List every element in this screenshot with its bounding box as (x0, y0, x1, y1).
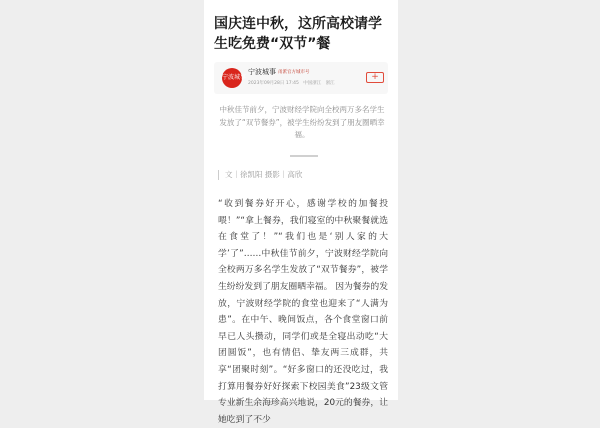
account-card[interactable] (214, 62, 388, 94)
follow-button[interactable]: + (366, 72, 384, 83)
summary-divider (290, 155, 318, 157)
publish-date: 2023年09月28日 17:45 (248, 81, 299, 86)
publish-region: 浙江 (325, 81, 335, 86)
account-name[interactable]: 宁波城事 (248, 68, 276, 76)
article-byline: 文｜徐凯阳 摄影｜高欣 (218, 170, 302, 180)
account-avatar[interactable]: 宁波城事 (222, 68, 242, 88)
publish-location: 中国浙江 (303, 81, 322, 86)
account-badge: 甬派官方城市号 (278, 70, 310, 75)
article-summary: 中秋佳节前夕，宁波财经学院向全校两万多名学生发放了“双节餐券”，被学生纷纷发到了朋友圈晒幸福。 (219, 105, 385, 139)
article-page (204, 0, 398, 425)
article-body: “收到餐券好开心，感谢学校的加餐投喂！”“拿上餐券，我们寝室的中秋聚餐就选在食堂了！”“我们也是‘别人家的大学’了”……中秋佳节前夕，宁波财经学院向全校两万多名学生发放了“双节餐券”，被学生纷纷发到了朋友圈晒幸福。 因为餐券的发放，宁波财经学院的食堂也迎来了“人满为患”。在中午、晚间饭点，各个食堂窗口前早已人头攒动，同学们或是全寝出动吃“大团圆饭”，也有情侣、挚友两三成群，共享“团聚时刻”。“好多窗口的还没吃过，我打算用餐券好好探索下校园美食”23级文管专业新生余海珍高兴地说，20元的餐券，让她吃到了不少 (218, 199, 388, 425)
account-meta (248, 80, 338, 87)
article-title: 国庆连中秋，这所高校请学生吃免费“双节”餐 (214, 16, 382, 52)
